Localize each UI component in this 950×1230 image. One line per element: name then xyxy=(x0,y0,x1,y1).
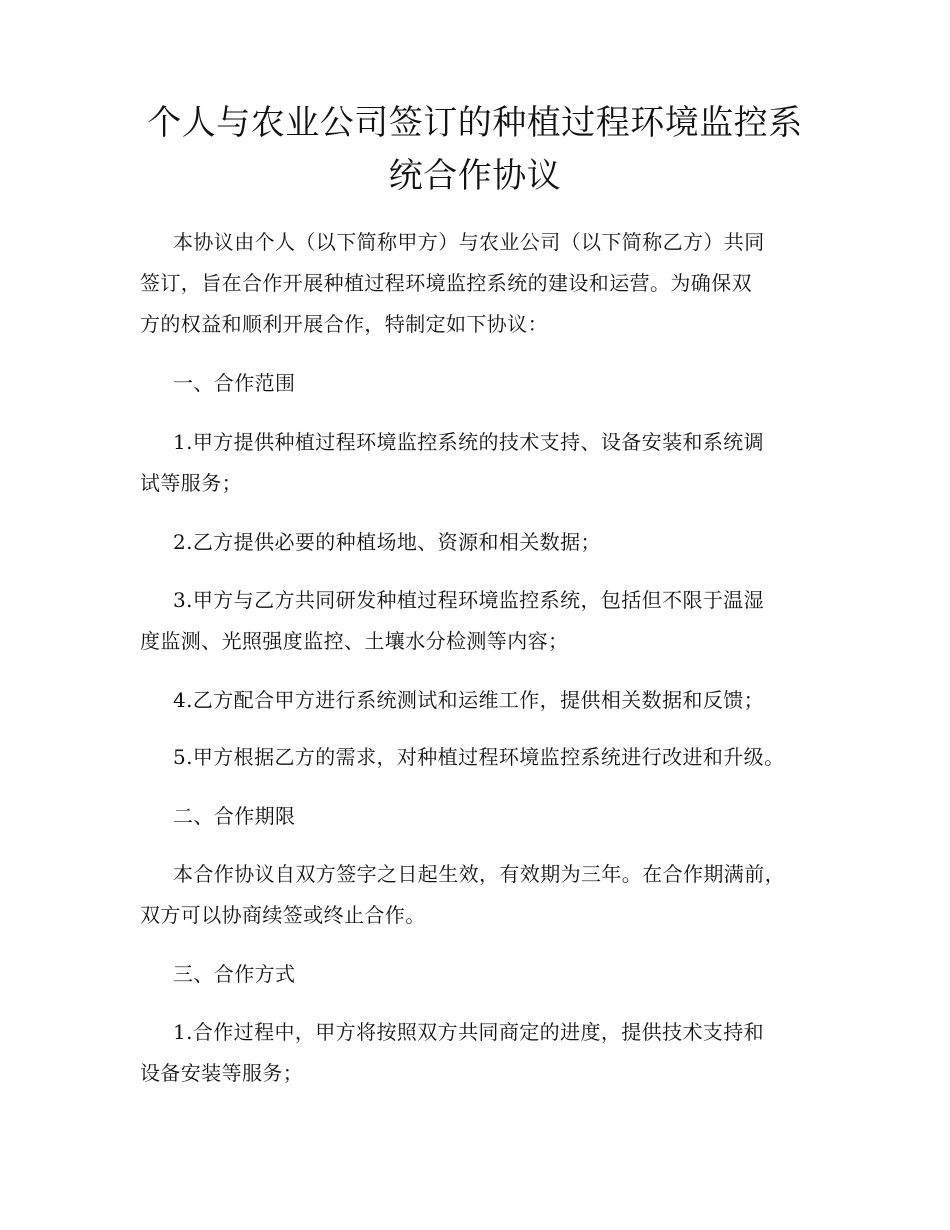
section-heading-method: 三、合作方式 xyxy=(173,962,296,986)
scope-item-5: 5.甲方根据乙方的需求，对种植过程环境监控系统进行改进和升级。 xyxy=(173,745,785,769)
term-paragraph-line-1: 本合作协议自双方签字之日起生效，有效期为三年。在合作期满前， xyxy=(173,862,785,886)
intro-line-3: 方的权益和顺利开展合作，特制定如下协议： xyxy=(140,312,548,336)
intro-line-2: 签订，旨在合作开展种植过程环境监控系统的建设和运营。为确保双 xyxy=(140,271,752,295)
section-heading-scope: 一、合作范围 xyxy=(173,371,296,395)
method-item-1-line-2: 设备安装等服务； xyxy=(140,1061,304,1085)
term-paragraph-line-2: 双方可以协商续签或终止合作。 xyxy=(140,903,426,927)
method-item-1-line-1: 1.合作过程中，甲方将按照双方共同商定的进度，提供技术支持和 xyxy=(173,1020,765,1044)
scope-item-4: 4.乙方配合甲方进行系统测试和运维工作，提供相关数据和反馈； xyxy=(173,688,765,712)
scope-item-3-line-2: 度监测、光照强度监控、土壤水分检测等内容； xyxy=(140,629,569,653)
document-title-line-2: 统合作协议 xyxy=(388,156,562,196)
intro-line-1: 本协议由个人（以下简称甲方）与农业公司（以下简称乙方）共同 xyxy=(173,230,765,254)
document-title-line-1: 个人与农业公司签订的种植过程环境监控系 xyxy=(147,103,803,143)
scope-item-1-line-2: 试等服务； xyxy=(140,471,242,495)
scope-item-3-line-1: 3.甲方与乙方共同研发种植过程环境监控系统，包括但不限于温湿 xyxy=(173,588,765,612)
scope-item-2: 2.乙方提供必要的种植场地、资源和相关数据； xyxy=(173,530,601,554)
scope-item-1-line-1: 1.甲方提供种植过程环境监控系统的技术支持、设备安装和系统调 xyxy=(173,430,765,454)
section-heading-term: 二、合作期限 xyxy=(173,804,296,828)
